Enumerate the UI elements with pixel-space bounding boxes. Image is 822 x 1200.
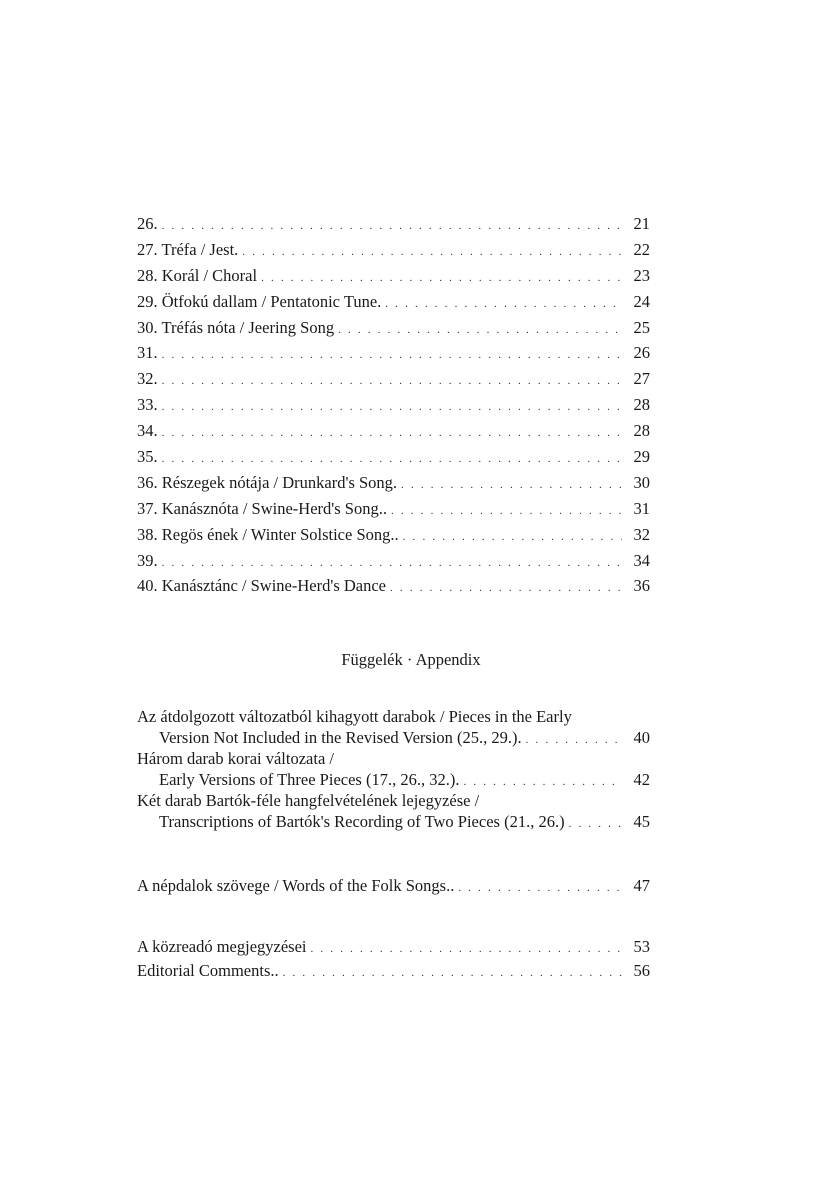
appendix-entry-label: Version Not Included in the Revised Version (25., 29.). (159, 728, 522, 747)
toc-entry-page: 27 (633, 369, 650, 389)
toc-entry-page: 30 (633, 472, 650, 492)
toc-entry-label: 29. Ötfokú dallam / Pentatonic Tune. (137, 291, 382, 311)
toc-entry-page: 21 (633, 214, 650, 233)
toc-entry-37[interactable] (137, 496, 650, 522)
toc-entry-36[interactable] (137, 470, 650, 496)
appendix-entry-line2 (137, 769, 650, 790)
dot-leader (311, 937, 622, 961)
toc-entry-page: 22 (633, 239, 650, 259)
toc-entry-40[interactable] (137, 573, 650, 599)
appendix-entry-line1: Az átdolgozott változatból kihagyott darabok / Pieces in the Early (137, 707, 572, 726)
toc-entry-page: 28 (633, 395, 650, 415)
appendix-heading: Függelék · Appendix (341, 650, 481, 669)
toc-entry-folk-songs[interactable] (137, 873, 650, 899)
dot-leader (569, 814, 622, 835)
toc-entry-label: 37. Kanásznóta / Swine-Herd's Song.. (137, 498, 387, 518)
dot-leader (162, 343, 622, 369)
toc-entry-label: 40. Kanásztánc / Swine-Herd's Dance (137, 576, 387, 596)
toc-entry-38[interactable] (137, 522, 650, 548)
dot-leader (403, 525, 622, 551)
toc-entry-label: 35. (137, 447, 158, 467)
dot-leader (458, 876, 622, 902)
toc-entry-page: 25 (633, 317, 650, 337)
toc-entry-label: 31. (137, 343, 158, 363)
toc-entry-page: 53 (633, 937, 650, 956)
dot-leader (162, 421, 622, 447)
appendix-entry-early-version[interactable] (137, 706, 650, 748)
dot-leader (242, 240, 622, 266)
toc-entry-page: 32 (633, 524, 650, 544)
toc-entry-label: 28. Korál / Choral (137, 265, 258, 285)
toc-entry-page: 47 (633, 876, 650, 895)
appendix-entry-page: 40 (633, 728, 650, 747)
dot-leader (162, 395, 622, 421)
toc-entry-label: 36. Részegek nótája / Drunkard's Song. (137, 472, 398, 492)
toc-entry-35[interactable] (137, 444, 650, 470)
toc-entry-kozreado[interactable] (137, 935, 650, 959)
toc-entry-33[interactable] (137, 392, 650, 418)
appendix-entry-page: 45 (633, 812, 650, 831)
appendix-entry-label: Early Versions of Three Pieces (17., 26., 32.). (159, 770, 460, 789)
toc-entry-27[interactable] (137, 237, 650, 263)
toc-entry-29[interactable] (137, 289, 650, 315)
folk-songs-section (137, 873, 650, 899)
toc-entry-label: 30. Tréfás nóta / Jeering Song (137, 317, 335, 337)
dot-leader (338, 318, 622, 344)
toc-entry-label: 33. (137, 395, 158, 415)
comments-section (137, 935, 650, 983)
appendix-entry-label: Transcriptions of Bartók's Recording of Two Pieces (21., 26.) (159, 812, 565, 831)
dot-leader (401, 473, 622, 499)
toc-entry-label: 39. (137, 550, 158, 570)
toc-entry-page: 29 (633, 447, 650, 467)
toc-entry-page: 56 (633, 961, 650, 980)
appendix-entry-line1: Három darab korai változata / (137, 749, 334, 768)
toc-entry-label: 26. (137, 214, 158, 233)
toc-entry-30[interactable] (137, 315, 650, 341)
dot-leader (283, 961, 622, 985)
dot-leader (391, 499, 622, 525)
appendix-entry-line1: Két darab Bartók-féle hangfelvételének lejegyzése / (137, 791, 480, 810)
toc-entry-label: A népdalok szövege / Words of the Folk Songs.. (137, 876, 455, 895)
toc-entry-page: 23 (633, 265, 650, 285)
toc-entry-28[interactable] (137, 263, 650, 289)
toc-entry-page: 34 (633, 550, 650, 570)
dot-leader (162, 369, 622, 395)
toc-entry-34[interactable] (137, 418, 650, 444)
toc-entry-editorial-comments[interactable] (137, 959, 650, 983)
toc-entry-label: 34. (137, 421, 158, 441)
appendix-entry-page: 42 (633, 770, 650, 789)
toc-entry-label: 38. Regös ének / Winter Solstice Song.. (137, 524, 399, 544)
toc-entry-label: Editorial Comments.. (137, 961, 279, 980)
dot-leader (390, 576, 622, 602)
dot-leader (385, 292, 622, 318)
toc-entry-label: 27. Tréfa / Jest. (137, 239, 239, 259)
appendix-entry-line2 (137, 727, 650, 748)
toc-entry-page: 24 (633, 291, 650, 311)
appendix-entry-transcriptions[interactable] (137, 790, 650, 832)
toc-entry-39[interactable] (137, 548, 650, 574)
toc-entry-label: 32. (137, 369, 158, 389)
toc-entry-page: 31 (633, 498, 650, 518)
toc-entry-page: 36 (633, 576, 650, 596)
toc-entry-page: 26 (633, 343, 650, 363)
appendix-entry-line2 (137, 811, 650, 832)
appendix-entry-three-pieces[interactable] (137, 748, 650, 790)
toc-entry-32[interactable] (137, 366, 650, 392)
toc-list (137, 211, 650, 599)
toc-entry-label: A közreadó megjegyzései (137, 937, 307, 956)
toc-entry-26[interactable] (137, 211, 650, 237)
toc-entry-31[interactable] (137, 340, 650, 366)
toc-entry-page: 28 (633, 421, 650, 441)
